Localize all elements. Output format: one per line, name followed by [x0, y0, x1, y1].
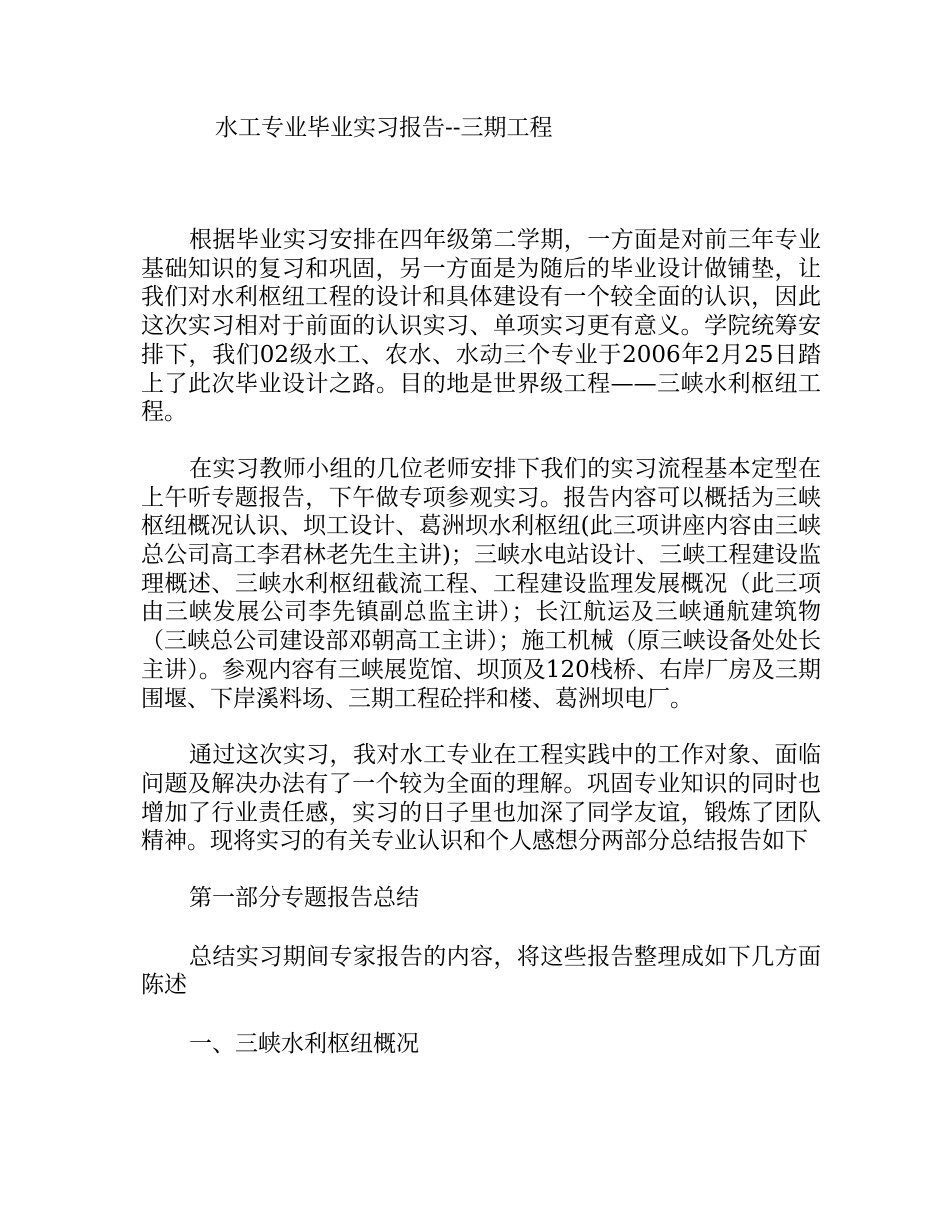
- paragraph-intro: 根据毕业实习安排在四年级第二学期，一方面是对前三年专业基础知识的复习和巩固，另一方面是为随后的毕业设计做铺垫，让我们对水利枢纽工程的设计和具体建设有一个较全面的认识，因此这次实习相对于前面的认识实习、单项实习更有意义。学院统筹安排下，我们02级水工、农水、水动三个专业于2006年2月25日踏上了此次毕业设计之路。目的地是世界级工程——三峡水利枢纽工程。: [141, 227, 821, 426]
- paragraph-overview: 总结实习期间专家报告的内容，将这些报告整理成如下几方面陈述: [141, 943, 821, 999]
- document-body: [141, 226, 821, 1089]
- paragraph-summary: 通过这次实习，我对水工专业在工程实践中的工作对象、面临问题及解决办法有了一个较为全面的理解。巩固专业知识的同时也增加了行业责任感，实习的日子里也加深了同学友谊，锻炼了团队精神。现将实习的有关专业认识和个人感想分两部分总结报告如下: [141, 742, 821, 855]
- document-title: 水工专业毕业实习报告--三期工程: [215, 115, 553, 141]
- paragraph-schedule: 在实习教师小组的几位老师安排下我们的实习流程基本定型在上午听专题报告，下午做专项参观实习。报告内容可以概括为三峡枢纽概况认识、坝工设计、葛洲坝水利枢纽(此三项讲座内容由三峡总公司高工李君林老先生主讲)；三峡水电站设计、三峡工程建设监理概述、三峡水利枢纽截流工程、工程建设监理发展概况（此三项由三峡发展公司李先镇副总监主讲）；长江航运及三峡通航建筑物（三峡总公司建设部邓朝高工主讲）；施工机械（原三峡设备处处长主讲）。参观内容有三峡展览馆、坝顶及120栈桥、右岸厂房及三期围堰、下岸溪料场、三期工程砼拌和楼、葛洲坝电厂。: [141, 455, 821, 712]
- section-heading-part-one: 第一部分专题报告总结: [189, 885, 419, 912]
- subsection-heading-one: 一、三峡水利枢纽概况: [189, 1031, 419, 1058]
